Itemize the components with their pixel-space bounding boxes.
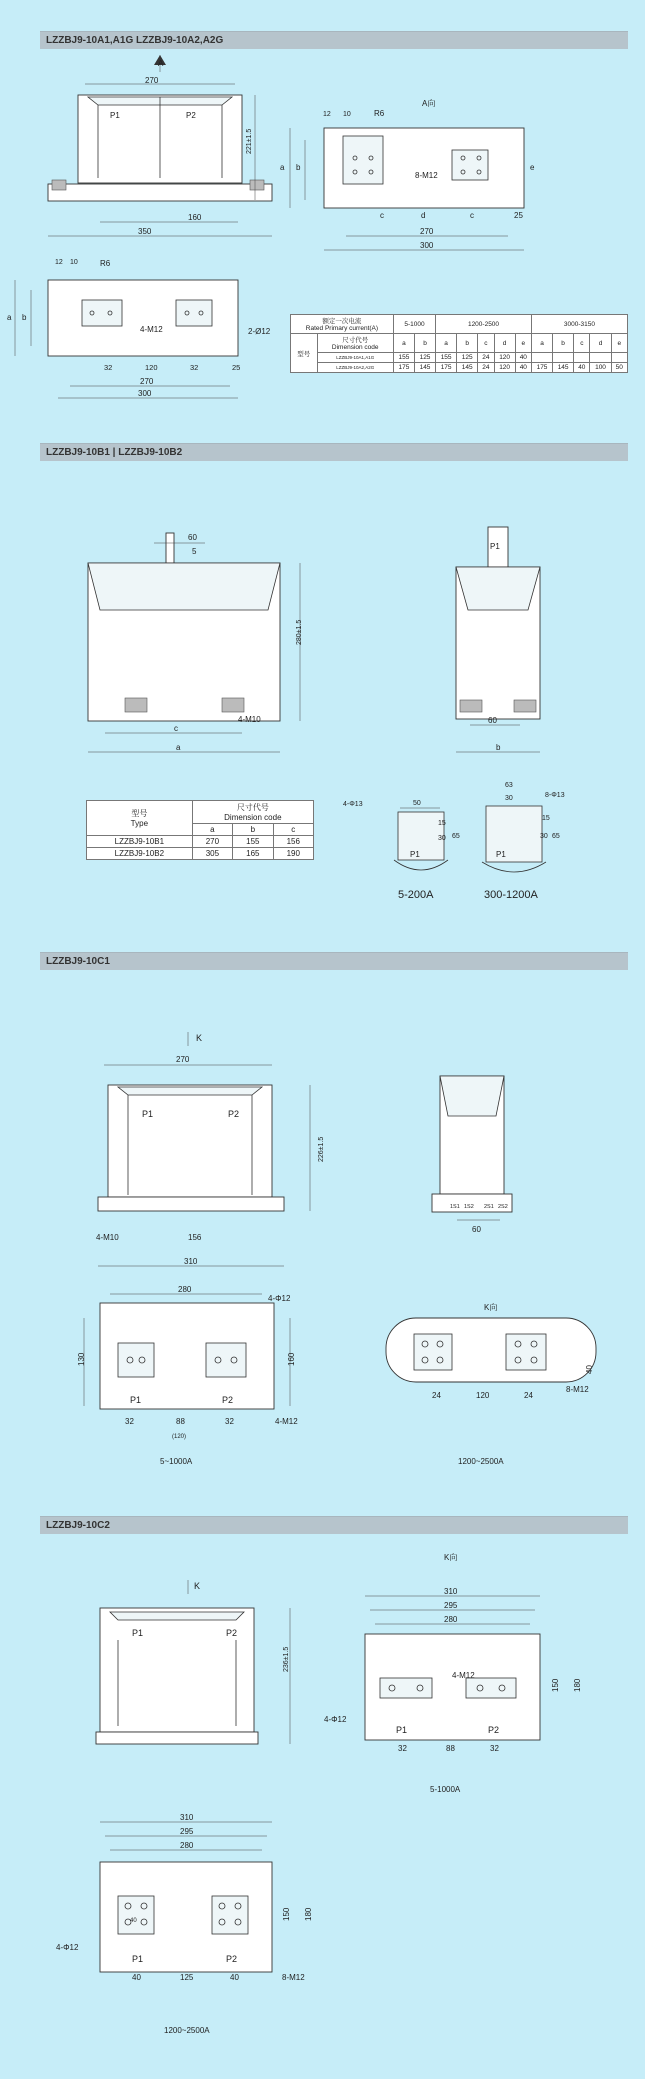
svg-text:a: a	[280, 163, 285, 172]
svg-text:P1: P1	[410, 850, 420, 859]
svg-text:236±1.5: 236±1.5	[283, 1646, 290, 1672]
svg-text:a: a	[176, 743, 181, 752]
svg-text:P1: P1	[396, 1725, 408, 1735]
svg-text:65: 65	[452, 833, 460, 840]
svg-text:88: 88	[446, 1744, 455, 1753]
svg-text:30: 30	[438, 835, 446, 842]
svg-text:226±1.5: 226±1.5	[318, 1136, 325, 1162]
svg-text:8-M12: 8-M12	[282, 1973, 305, 1982]
section-header-a: LZZBJ9-10A1,A1G LZZBJ9-10A2,A2G	[40, 31, 628, 49]
svg-text:P1: P1	[132, 1954, 144, 1964]
c1-k-view	[386, 1302, 596, 1466]
c1-bottom-view	[77, 1285, 298, 1466]
svg-text:8-Φ13: 8-Φ13	[545, 792, 565, 799]
b-terminal-2	[482, 782, 565, 901]
svg-text:40: 40	[585, 1365, 594, 1374]
caption-5-200a: 5-200A	[398, 889, 434, 901]
b-dimension-table: 型号 Type 尺寸代号 Dimension code a b c LZZBJ9-10B1 270 155 156 LZZBJ9-10B2 305 165 190	[86, 800, 314, 860]
svg-text:150: 150	[551, 1678, 560, 1692]
svg-text:(120): (120)	[172, 1434, 187, 1440]
svg-text:2S2: 2S2	[498, 1204, 508, 1210]
svg-text:60: 60	[188, 533, 197, 542]
svg-text:b: b	[22, 313, 27, 322]
svg-text:310: 310	[184, 1257, 198, 1266]
svg-text:10: 10	[70, 259, 78, 266]
svg-text:P2: P2	[228, 1109, 240, 1119]
svg-text:e: e	[530, 163, 535, 172]
svg-text:4-Φ12: 4-Φ12	[324, 1715, 347, 1724]
svg-text:30: 30	[505, 795, 513, 802]
svg-text:2S1: 2S1	[484, 1204, 494, 1210]
svg-text:K向: K向	[444, 1553, 458, 1562]
c2-bottom-view	[56, 1813, 313, 2035]
svg-text:P2: P2	[222, 1395, 234, 1405]
b-side-view	[456, 527, 540, 752]
c1-side-view	[432, 1076, 512, 1234]
svg-text:24: 24	[524, 1391, 533, 1400]
svg-text:10: 10	[343, 111, 351, 118]
svg-text:280±1.5: 280±1.5	[296, 619, 303, 645]
svg-text:300: 300	[420, 241, 434, 250]
c2-front-view	[96, 1580, 290, 1744]
svg-text:180: 180	[573, 1678, 582, 1692]
svg-text:300: 300	[138, 389, 152, 398]
svg-text:65: 65	[552, 833, 560, 840]
svg-text:295: 295	[444, 1601, 458, 1610]
svg-text:120: 120	[476, 1391, 490, 1400]
svg-text:2-Ø12: 2-Ø12	[248, 327, 271, 336]
svg-text:310: 310	[180, 1813, 194, 1822]
svg-text:4-M12: 4-M12	[140, 325, 163, 334]
svg-text:24: 24	[432, 1391, 441, 1400]
svg-text:P1: P1	[130, 1395, 142, 1405]
c2-top-view	[324, 1552, 582, 1794]
svg-text:88: 88	[176, 1417, 185, 1426]
svg-text:4-M10: 4-M10	[96, 1233, 119, 1242]
a-dimension-table: 额定一次电流 Rated Primary current(A) 5-1000 1200-2500 3000-3150 型号 尺寸代号 Dimension code a b a b c d e a b c d e LZZBJ9-10A1,A1G 155 125 155 125 24 120 40 LZZBJ9-10A2,A2G 175 145 175 145 24 120 40 175 145 40 100 50	[290, 314, 628, 373]
svg-text:4-M10: 4-M10	[238, 715, 261, 724]
svg-text:160: 160	[188, 213, 202, 222]
caption-1200-2500a: 1200~2500A	[458, 1457, 504, 1466]
svg-text:P1: P1	[132, 1628, 144, 1638]
caption-5-1000a-c2: 5-1000A	[430, 1785, 461, 1794]
section-header-c2: LZZBJ9-10C2	[40, 1516, 628, 1534]
svg-text:180: 180	[304, 1907, 313, 1921]
b-terminal-1	[343, 800, 460, 901]
svg-text:350: 350	[138, 227, 152, 236]
svg-text:32: 32	[225, 1417, 234, 1426]
svg-text:K向: K向	[484, 1303, 498, 1312]
svg-text:4-Φ12: 4-Φ12	[56, 1943, 79, 1952]
svg-text:30: 30	[540, 833, 548, 840]
svg-text:295: 295	[180, 1827, 194, 1836]
svg-text:60: 60	[488, 716, 497, 725]
svg-text:221±1.5: 221±1.5	[246, 128, 253, 154]
svg-text:12: 12	[55, 259, 63, 266]
caption-300-1200a: 300-1200A	[484, 889, 538, 901]
svg-text:60: 60	[472, 1225, 481, 1234]
svg-text:310: 310	[444, 1587, 458, 1596]
svg-text:40: 40	[130, 1918, 137, 1924]
section-header-b: LZZBJ9-10B1 | LZZBJ9-10B2	[40, 443, 628, 461]
svg-text:25: 25	[232, 363, 241, 372]
svg-text:25: 25	[514, 211, 523, 220]
svg-text:32: 32	[490, 1744, 499, 1753]
svg-text:150: 150	[282, 1907, 291, 1921]
section-header-c1: LZZBJ9-10C1	[40, 952, 628, 970]
svg-text:8-M12: 8-M12	[415, 171, 438, 180]
svg-text:c: c	[174, 724, 178, 733]
svg-text:32: 32	[190, 363, 199, 372]
svg-text:270: 270	[176, 1055, 190, 1064]
svg-text:125: 125	[180, 1973, 194, 1982]
svg-text:R6: R6	[374, 109, 385, 118]
svg-text:c: c	[470, 211, 474, 220]
a-front-view	[48, 55, 272, 236]
svg-text:270: 270	[420, 227, 434, 236]
svg-text:4-Φ12: 4-Φ12	[268, 1294, 291, 1303]
svg-text:5: 5	[192, 547, 197, 556]
caption-5-1000a: 5~1000A	[160, 1457, 193, 1466]
svg-text:P1: P1	[142, 1109, 154, 1119]
svg-text:P2: P2	[226, 1954, 238, 1964]
svg-text:280: 280	[444, 1615, 458, 1624]
svg-text:P2: P2	[488, 1725, 500, 1735]
svg-text:K: K	[196, 1033, 203, 1043]
svg-text:50: 50	[413, 800, 421, 807]
svg-text:156: 156	[188, 1233, 202, 1242]
svg-text:4-Φ13: 4-Φ13	[343, 801, 363, 808]
svg-text:c: c	[380, 211, 384, 220]
svg-text:4-M12: 4-M12	[452, 1671, 475, 1680]
svg-text:A向: A向	[422, 99, 436, 108]
svg-text:160: 160	[287, 1352, 296, 1366]
svg-text:b: b	[296, 163, 301, 172]
view-arrow-label: A	[158, 59, 164, 68]
svg-text:280: 280	[180, 1841, 194, 1850]
svg-text:8-M12: 8-M12	[566, 1385, 589, 1394]
svg-text:a: a	[7, 313, 12, 322]
caption-1200-2500a-c2: 1200~2500A	[164, 2026, 210, 2035]
svg-text:40: 40	[230, 1973, 239, 1982]
svg-text:P1: P1	[496, 850, 506, 859]
svg-text:40: 40	[132, 1973, 141, 1982]
svg-text:d: d	[421, 211, 426, 220]
svg-text:1S2: 1S2	[464, 1204, 474, 1210]
svg-text:270: 270	[145, 76, 159, 85]
svg-text:15: 15	[542, 815, 550, 822]
svg-text:P1: P1	[110, 111, 120, 120]
b-front-view	[88, 533, 303, 752]
svg-text:P1: P1	[490, 542, 500, 551]
svg-text:P2: P2	[226, 1628, 238, 1638]
svg-text:b: b	[496, 743, 501, 752]
svg-text:4-M12: 4-M12	[275, 1417, 298, 1426]
c1-front-view	[96, 1032, 325, 1266]
a-bottom-view	[7, 259, 271, 398]
svg-text:280: 280	[178, 1285, 192, 1294]
svg-text:P2: P2	[186, 111, 196, 120]
svg-text:15: 15	[438, 820, 446, 827]
svg-text:270: 270	[140, 377, 154, 386]
svg-text:32: 32	[398, 1744, 407, 1753]
svg-text:12: 12	[323, 111, 331, 118]
a-view-plan	[280, 98, 535, 250]
svg-text:R6: R6	[100, 259, 111, 268]
svg-text:K: K	[194, 1581, 201, 1591]
svg-text:63: 63	[505, 782, 513, 789]
svg-text:120: 120	[145, 363, 158, 372]
svg-text:1S1: 1S1	[450, 1204, 460, 1210]
svg-text:130: 130	[77, 1352, 86, 1366]
svg-text:32: 32	[125, 1417, 134, 1426]
svg-text:32: 32	[104, 363, 113, 372]
